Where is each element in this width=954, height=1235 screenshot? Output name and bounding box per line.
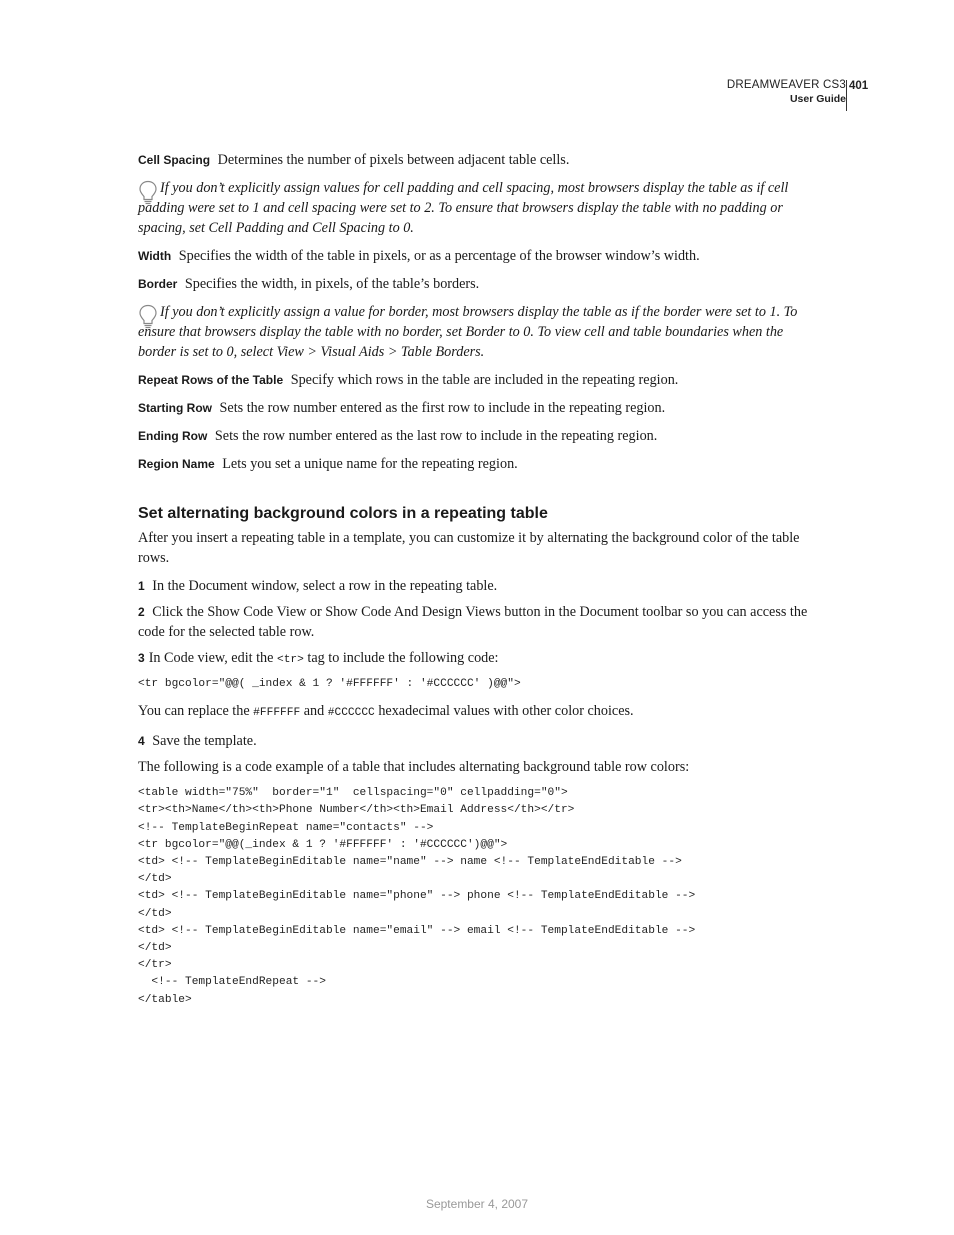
lightbulb-icon [138, 180, 158, 206]
definition-border [138, 274, 814, 294]
step-3 [138, 648, 814, 670]
step-text: Click the Show Code View or Show Code And Design Views button in the Document toolbar so you can access the code for the selected table row. [138, 604, 808, 640]
replace-text-after: hexadecimal values with other color choices. [374, 703, 634, 720]
code-snippet-bgcolor: <tr bgcolor="@@( _index & 1 ? '#FFFFFF' : '#CCCCCC' )@@"> [138, 678, 521, 690]
product-name: DREAMWEAVER CS3 [726, 79, 846, 91]
step-number: 4 [138, 734, 145, 749]
page-content [138, 150, 814, 1017]
step-text-after: tag to include the following code: [303, 650, 499, 666]
step-number: 3 [138, 651, 145, 665]
page-number: 401 [849, 80, 869, 92]
step-2 [138, 602, 814, 642]
definition-term: Border [138, 277, 178, 291]
tip-text: If you don’t explicitly assign a value for border, most browsers display the table as if the border were set to 1. To ensure that browsers display the table with no border, set Border to 0. To view cell and table boundaries when the border is set to 0, select View > Visual Aids > Table Borders. [138, 304, 798, 360]
definition-cell-spacing [138, 150, 814, 170]
replace-text-middle: and [300, 703, 328, 720]
replace-note [138, 701, 814, 723]
tip-text: If you don’t explicitly assign values for cell padding and cell spacing, most browsers display the table as if cell padding were set to 1 and cell spacing were set to 2. To ensure that browsers display the table with no padding or spacing, set Cell Padding and Cell Spacing to 0. [138, 180, 789, 236]
inline-code-tr: <tr> [277, 654, 304, 666]
step-text-before: In Code view, edit the [148, 650, 277, 666]
definition-term: Cell Spacing [138, 153, 211, 167]
step-1 [138, 576, 814, 596]
definition-term: Starting Row [138, 401, 212, 415]
footer-date: September 4, 2007 [425, 1197, 529, 1211]
header-divider [846, 80, 847, 111]
definition-term: Ending Row [138, 429, 208, 443]
page-header [727, 79, 846, 105]
step-number: 1 [138, 579, 145, 593]
section-intro: After you insert a repeating table in a template, you can customize it by alternating the background color of the table rows. [138, 530, 800, 566]
lightbulb-icon [138, 304, 158, 330]
definition-text: Sets the row number entered as the last row to include in the repeating region. [214, 428, 658, 444]
inline-code-gray: #CCCCCC [327, 707, 375, 720]
inline-code-white: #FFFFFF [253, 707, 301, 720]
definition-text: Sets the row number entered as the first row to include in the repeating region. [219, 400, 666, 416]
definition-text: Specify which rows in the table are included in the repeating region. [290, 372, 679, 388]
step-number: 2 [138, 605, 145, 619]
code-example-table: <table width="75%" border="1" cellspacing="0" cellpadding="0"> <tr><th>Name</th><th>Phone Number</th><th>Email Address</th></tr> <!-- TemplateBeginRepeat name="contacts" --> <tr bgcolor="@@(_index & 1 ? '#FFFFFF' : '#CCCCCC')@@"> <td> <!-- TemplateBeginEditable name="name" --> name <!-- TemplateEndEditable --> </td> <td> <!-- TemplateBeginEditable name="phone" --> phone <!-- TemplateEndEditable --> </td> <td> <!-- TemplateBeginEditable name="email" --> email <!-- TemplateEndEditable --> </td> </tr> <!-- TemplateEndRepeat --> </table> [138, 787, 696, 1006]
definition-width [138, 246, 814, 266]
step-text: Save the template. [152, 733, 257, 750]
definition-starting-row [138, 398, 814, 418]
tip-cell-padding [138, 178, 814, 238]
guide-name: User Guide [789, 93, 846, 105]
section-heading: Set alternating background colors in a repeating table [138, 505, 548, 522]
definition-region-name [138, 454, 814, 474]
definition-ending-row [138, 426, 814, 446]
definition-text: Lets you set a unique name for the repeating region. [222, 456, 518, 472]
definition-text: Specifies the width, in pixels, of the table’s borders. [184, 276, 480, 292]
tip-border [138, 302, 814, 362]
definition-text: Determines the number of pixels between adjacent table cells. [217, 152, 570, 168]
example-intro: The following is a code example of a table that includes alternating background table row colors: [138, 759, 690, 776]
definition-term: Width [138, 249, 172, 263]
definition-text: Specifies the width of the table in pixels, or as a percentage of the browser window’s width. [178, 248, 700, 264]
definition-term: Repeat Rows of the Table [138, 373, 284, 387]
step-text: In the Document window, select a row in the repeating table. [152, 578, 498, 594]
step-4 [138, 731, 814, 751]
replace-text-before: You can replace the [138, 703, 254, 720]
definition-term: Region Name [138, 457, 215, 471]
definition-repeat-rows [138, 370, 814, 390]
